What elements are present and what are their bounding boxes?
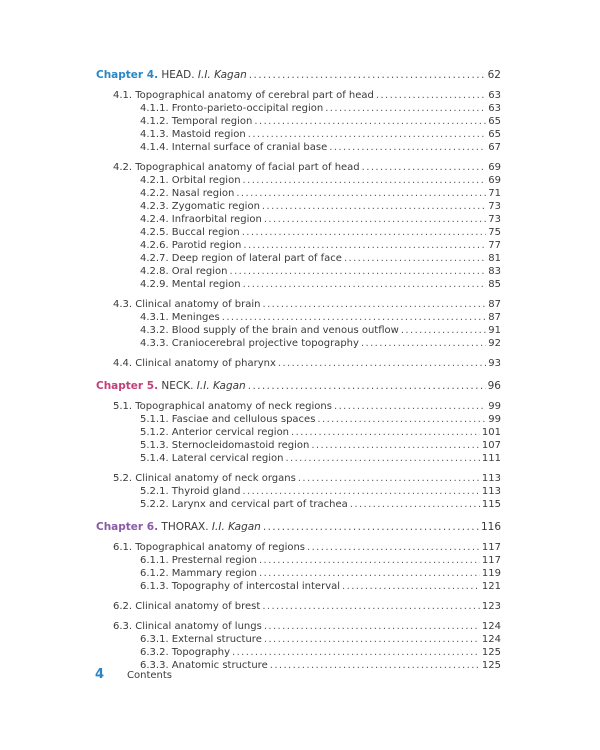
toc-subsection-entry[interactable] [96, 102, 501, 115]
dot-leader [249, 68, 486, 82]
page-ref: 113 [481, 486, 501, 497]
dot-leader [325, 102, 486, 115]
page-ref: 67 [488, 142, 501, 153]
toc-subsection-entry[interactable] [96, 174, 501, 187]
entry-title: 6.2. Clinical anatomy of brest [113, 601, 261, 612]
chapter-title: NECK. [161, 380, 194, 392]
dot-leader [248, 379, 486, 393]
entry-title: 5.2. Clinical anatomy of neck organs [113, 473, 296, 484]
entry-title: 4.1.3. Mastoid region [140, 129, 246, 140]
entry-title: 5.2.1. Thyroid gland [140, 486, 241, 497]
entry-title: 6.3.3. Anatomic structure [140, 660, 268, 671]
entry-title: 4.3.2. Blood supply of the brain and venous outflow [140, 325, 399, 336]
dot-leader [232, 646, 480, 659]
entry-title: 6.1. Topographical anatomy of regions [113, 542, 306, 553]
chapter-author: I.I. Kagan [196, 380, 246, 392]
chapter-title: HEAD. [161, 69, 195, 81]
dot-leader [270, 659, 480, 672]
entry-title: 4.1.1. Fronto-parieto-occipital region [140, 103, 324, 114]
dot-leader [298, 472, 480, 485]
page-ref: 101 [481, 427, 501, 438]
page-ref: 62 [487, 69, 501, 81]
toc-section-entry[interactable] [96, 161, 501, 174]
dot-leader [329, 141, 486, 154]
toc-subsection-entry[interactable] [96, 633, 501, 646]
entry-title: 4.2.5. Buccal region [140, 227, 240, 238]
page-ref: 124 [481, 634, 501, 645]
toc-subsection-entry[interactable] [96, 554, 501, 567]
page-ref: 69 [488, 162, 501, 173]
dot-leader [263, 298, 487, 311]
toc-section-entry[interactable] [96, 89, 501, 102]
page-ref: 113 [481, 473, 501, 484]
toc-subsection-entry[interactable] [96, 439, 501, 452]
page-ref: 71 [488, 188, 501, 199]
dot-leader [376, 89, 486, 102]
toc-section-entry[interactable] [96, 600, 501, 613]
dot-leader [264, 213, 486, 226]
chapter-title: THORAX. [161, 521, 209, 533]
toc-subsection-entry[interactable] [96, 337, 501, 350]
entry-title: 4.1.4. Internal surface of cranial base [140, 142, 328, 153]
entry-title: 5.1. Topographical anatomy of neck regions [113, 401, 332, 412]
dot-leader [307, 541, 480, 554]
toc-subsection-entry[interactable] [96, 265, 501, 278]
toc-subsection-entry[interactable] [96, 485, 501, 498]
toc-subsection-entry[interactable] [96, 567, 501, 580]
chapter-heading [96, 379, 246, 393]
entry-title: 5.1.4. Lateral cervical region [140, 453, 284, 464]
entry-title: 6.1.3. Topography of intercostal interval [140, 581, 341, 592]
dot-leader [401, 324, 486, 337]
page-ref: 85 [488, 279, 501, 290]
dot-leader [344, 252, 486, 265]
dot-leader [342, 580, 480, 593]
entry-title: 6.3.2. Topography [140, 647, 230, 658]
page-ref: 124 [481, 621, 501, 632]
toc-subsection-entry[interactable] [96, 213, 501, 226]
chapter-author: I.I. Kagan [197, 69, 247, 81]
toc-section-entry[interactable] [96, 541, 501, 554]
page-ref: 99 [488, 401, 501, 412]
dot-leader [291, 426, 480, 439]
toc-section-entry[interactable] [96, 357, 501, 370]
dot-leader [242, 485, 479, 498]
toc-subsection-entry[interactable] [96, 413, 501, 426]
page-ref: 96 [487, 380, 501, 392]
dot-leader [334, 400, 486, 413]
entry-title: 4.1. Topographical anatomy of cerebral part of head [113, 90, 374, 101]
dot-leader [243, 174, 487, 187]
entry-title: 4.1.2. Temporal region [140, 116, 253, 127]
entry-title: 5.1.1. Fasciae and cellulous spaces [140, 414, 316, 425]
toc-subsection-entry[interactable] [96, 128, 501, 141]
toc-section-entry[interactable] [96, 620, 501, 633]
page-ref: 125 [481, 660, 501, 671]
toc-section-entry[interactable] [96, 472, 501, 485]
page-ref: 81 [488, 253, 501, 264]
dot-leader [362, 161, 487, 174]
page-ref: 107 [481, 440, 501, 451]
dot-leader [278, 357, 486, 370]
entry-title: 4.2.7. Deep region of lateral part of face [140, 253, 342, 264]
dot-leader [243, 278, 487, 291]
entry-title: 4.2.8. Oral region [140, 266, 228, 277]
chapter-number: Chapter 4. [96, 69, 159, 81]
toc-subsection-entry[interactable] [96, 426, 501, 439]
entry-title: 6.1.1. Presternal region [140, 555, 257, 566]
page-ref: 87 [488, 299, 501, 310]
entry-title: 6.3. Clinical anatomy of lungs [113, 621, 262, 632]
dot-leader [285, 452, 479, 465]
page-ref: 116 [480, 521, 501, 533]
entry-title: 4.3.1. Meninges [140, 312, 220, 323]
page-ref: 92 [488, 338, 501, 349]
entry-title: 4.2. Topographical anatomy of facial part of head [113, 162, 360, 173]
toc-subsection-entry[interactable] [96, 115, 501, 128]
page-ref: 123 [481, 601, 501, 612]
dot-leader [263, 520, 479, 534]
entry-title: 4.2.1. Orbital region [140, 175, 241, 186]
chapter-heading [96, 68, 247, 82]
dot-leader [259, 567, 480, 580]
toc-section-entry[interactable] [96, 298, 501, 311]
toc-chapter-entry[interactable] [96, 520, 501, 534]
entry-title: 4.3. Clinical anatomy of brain [113, 299, 261, 310]
entry-title: 5.1.2. Anterior cervical region [140, 427, 290, 438]
dot-leader [236, 187, 486, 200]
entry-title: 6.3.1. External structure [140, 634, 262, 645]
page-ref: 63 [488, 103, 501, 114]
entry-title: 4.3.3. Craniocerebral projective topography [140, 338, 359, 349]
page-number: 4 [95, 667, 105, 682]
toc-chapter-entry[interactable] [96, 379, 501, 393]
entry-title: 6.1.2. Mammary region [140, 568, 258, 579]
toc-section-entry[interactable] [96, 400, 501, 413]
running-title: Contents [127, 670, 172, 681]
toc-subsection-entry[interactable] [96, 324, 501, 337]
dot-leader [230, 265, 487, 278]
page-footer [95, 667, 172, 682]
page-ref: 91 [488, 325, 501, 336]
page-ref: 63 [488, 90, 501, 101]
toc-chapter-entry[interactable] [96, 68, 501, 82]
dot-leader [222, 311, 487, 324]
dot-leader [254, 115, 486, 128]
dot-leader [262, 600, 480, 613]
entry-title: 4.2.3. Zygomatic region [140, 201, 260, 212]
page-ref: 77 [488, 240, 501, 251]
dot-leader [264, 633, 480, 646]
chapter-heading [96, 520, 261, 534]
page-ref: 111 [481, 453, 501, 464]
page-ref: 121 [481, 581, 501, 592]
page-ref: 75 [488, 227, 501, 238]
toc-subsection-entry[interactable] [96, 187, 501, 200]
entry-title: 5.1.3. Sternocleidomastoid region [140, 440, 310, 451]
page-ref: 73 [488, 201, 501, 212]
toc-subsection-entry[interactable] [96, 452, 501, 465]
dot-leader [361, 337, 486, 350]
page-ref: 87 [488, 312, 501, 323]
toc-subsection-entry[interactable] [96, 239, 501, 252]
page-ref: 93 [488, 358, 501, 369]
toc-subsection-entry[interactable] [96, 200, 501, 213]
entry-title: 4.2.6. Parotid region [140, 240, 242, 251]
toc-subsection-entry[interactable] [96, 311, 501, 324]
toc-subsection-entry[interactable] [96, 252, 501, 265]
dot-leader [243, 239, 486, 252]
dot-leader [242, 226, 487, 239]
page-ref: 69 [488, 175, 501, 186]
toc-subsection-entry[interactable] [96, 580, 501, 593]
dot-leader [264, 620, 480, 633]
dot-leader [262, 200, 486, 213]
entry-title: 4.2.9. Mental region [140, 279, 241, 290]
toc-subsection-entry[interactable] [96, 646, 501, 659]
page-ref: 117 [481, 555, 501, 566]
toc-subsection-entry[interactable] [96, 278, 501, 291]
page-ref: 125 [481, 647, 501, 658]
chapter-author: I.I. Kagan [211, 521, 261, 533]
entry-title: 4.2.4. Infraorbital region [140, 214, 262, 225]
toc-subsection-entry[interactable] [96, 226, 501, 239]
chapter-number: Chapter 6. [96, 521, 159, 533]
entry-title: 4.2.2. Nasal region [140, 188, 235, 199]
dot-leader [317, 413, 486, 426]
page-ref: 73 [488, 214, 501, 225]
toc-subsection-entry[interactable] [96, 141, 501, 154]
dot-leader [248, 128, 487, 141]
page-ref: 83 [488, 266, 501, 277]
page-ref: 119 [481, 568, 501, 579]
page-ref: 65 [488, 129, 501, 140]
toc-subsection-entry[interactable] [96, 498, 501, 511]
entry-title: 5.2.2. Larynx and cervical part of trachea [140, 499, 348, 510]
page-ref: 99 [488, 414, 501, 425]
dot-leader [259, 554, 480, 567]
dot-leader [350, 498, 480, 511]
page-ref: 117 [481, 542, 501, 553]
entry-title: 4.4. Clinical anatomy of pharynx [113, 358, 276, 369]
page-ref: 65 [488, 116, 501, 127]
chapter-number: Chapter 5. [96, 380, 159, 392]
page-ref: 115 [481, 499, 501, 510]
dot-leader [311, 439, 480, 452]
table-of-contents [96, 68, 501, 672]
